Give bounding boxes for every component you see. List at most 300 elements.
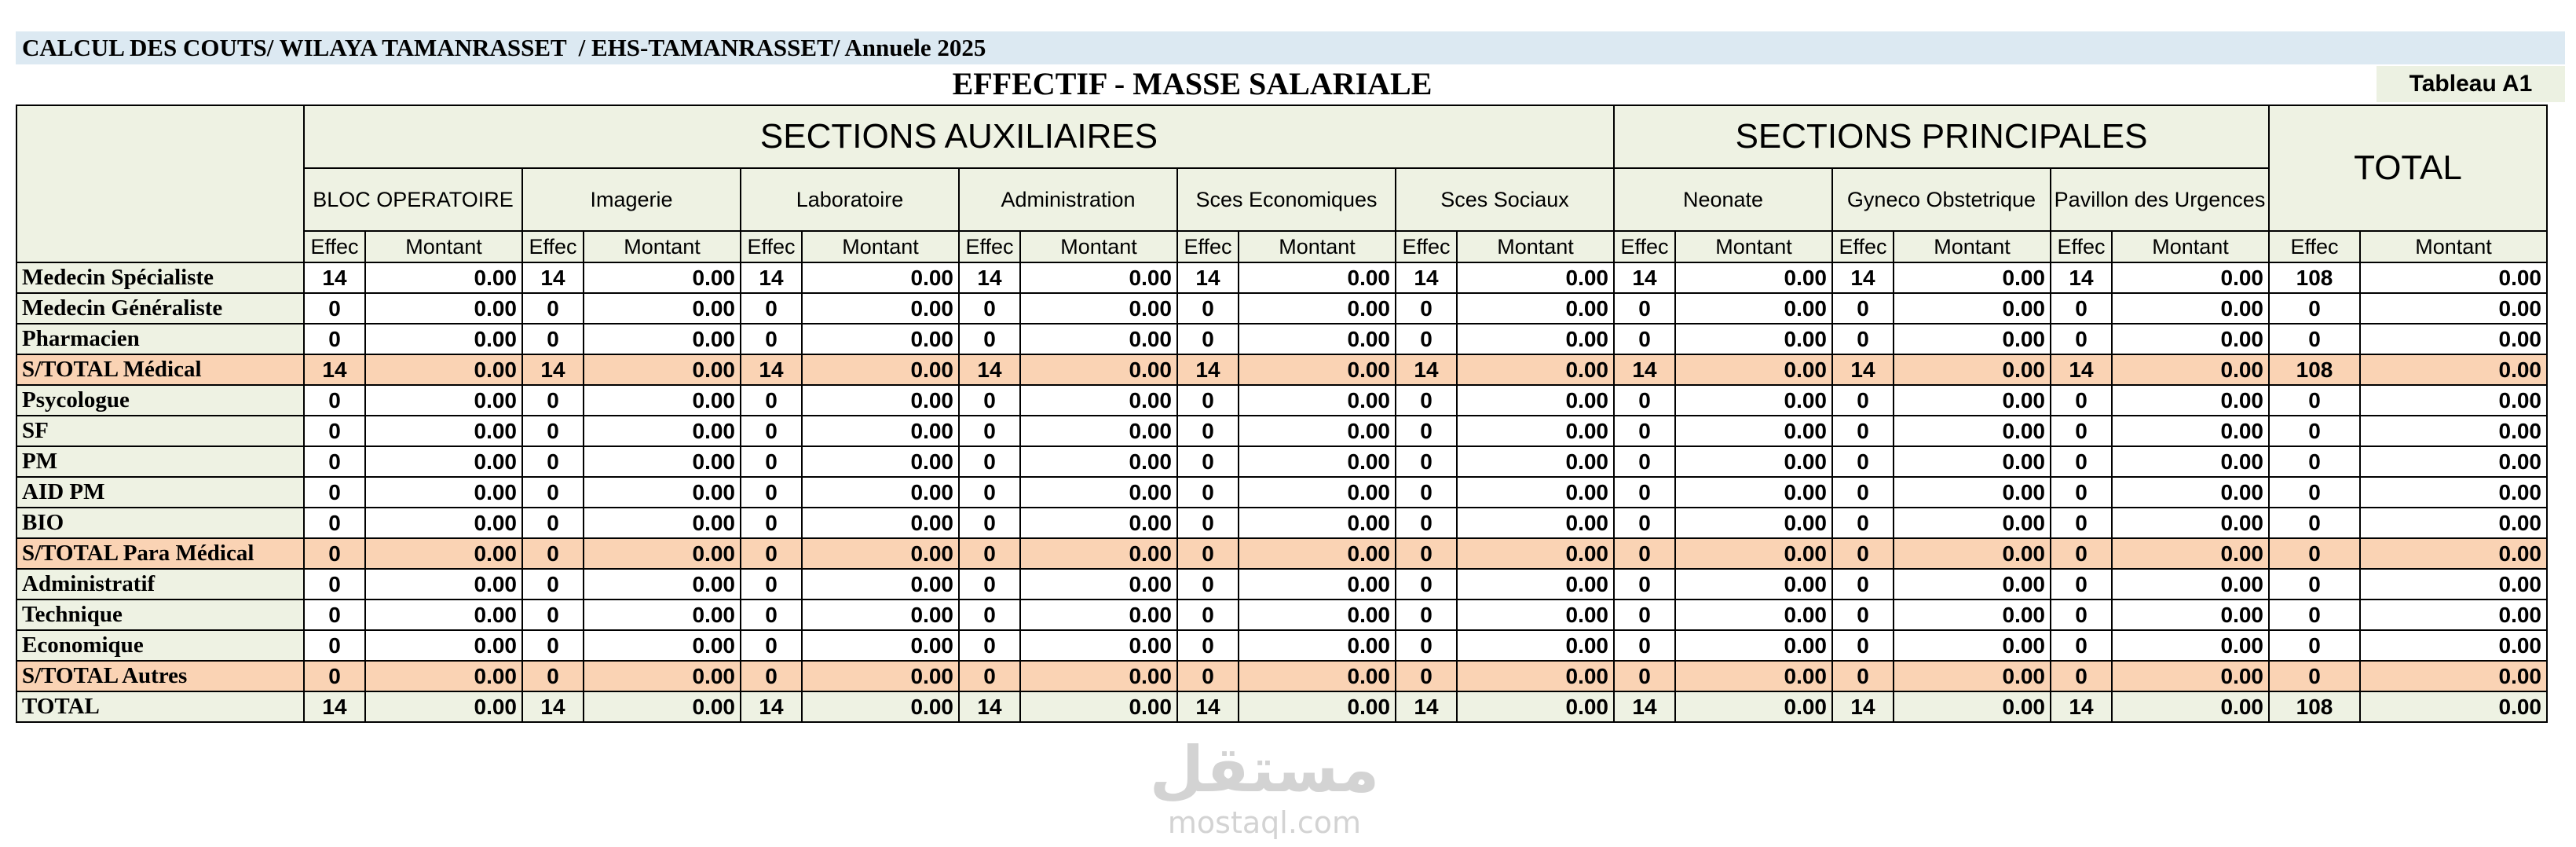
montant-header: Montant	[1020, 231, 1177, 262]
montant-cell: 0.00	[802, 630, 959, 661]
montant-cell: 0.00	[1894, 477, 2051, 508]
effec-cell: 0	[2051, 661, 2112, 691]
effec-cell: 14	[741, 691, 802, 722]
effec-cell: 0	[304, 661, 365, 691]
row-label: S/TOTAL Médical	[16, 354, 304, 385]
montant-cell: 0.00	[802, 569, 959, 600]
effec-cell: 14	[959, 691, 1020, 722]
montant-cell: 0.00	[1457, 293, 1614, 324]
montant-cell: 0.00	[584, 324, 741, 354]
montant-cell: 0.00	[1020, 538, 1177, 569]
effec-cell: 0	[1832, 661, 1894, 691]
effec-cell: 14	[1177, 354, 1239, 385]
montant-cell: 0.00	[365, 293, 522, 324]
subtotal-row	[16, 354, 2547, 385]
effec-cell: 0	[741, 569, 802, 600]
section-header: Sces Economiques	[1177, 168, 1396, 231]
montant-cell: 0.00	[584, 508, 741, 538]
effec-cell: 0	[959, 538, 1020, 569]
montant-cell: 0.00	[802, 446, 959, 477]
row-label: Administratif	[16, 569, 304, 600]
montant-cell: 0.00	[365, 600, 522, 630]
effec-cell: 0	[2051, 446, 2112, 477]
montant-cell: 0.00	[1675, 293, 1832, 324]
effec-cell: 0	[2051, 324, 2112, 354]
effec-cell: 0	[2051, 416, 2112, 446]
section-header: Gyneco Obstetrique	[1832, 168, 2051, 231]
effec-cell: 0	[1614, 293, 1675, 324]
montant-cell: 0.00	[1020, 262, 1177, 293]
montant-cell: 0.00	[802, 600, 959, 630]
montant-cell: 0.00	[1675, 354, 1832, 385]
total-effec-cell: 0	[2269, 293, 2360, 324]
group-principales-header: SECTIONS PRINCIPALES	[1614, 105, 2269, 168]
effec-cell: 14	[304, 262, 365, 293]
table-row	[16, 508, 2547, 538]
montant-cell: 0.00	[1457, 508, 1614, 538]
effec-cell: 0	[741, 630, 802, 661]
montant-cell: 0.00	[365, 508, 522, 538]
effec-cell: 14	[304, 691, 365, 722]
effec-cell: 0	[741, 538, 802, 569]
montant-cell: 0.00	[1675, 324, 1832, 354]
montant-cell: 0.00	[802, 293, 959, 324]
row-label: Medecin Généraliste	[16, 293, 304, 324]
montant-header: Montant	[2112, 231, 2269, 262]
montant-cell: 0.00	[1457, 661, 1614, 691]
montant-cell: 0.00	[802, 508, 959, 538]
effec-cell: 0	[959, 477, 1020, 508]
effec-cell: 0	[959, 385, 1020, 416]
effec-cell: 0	[304, 416, 365, 446]
montant-cell: 0.00	[365, 477, 522, 508]
effec-cell: 0	[1396, 600, 1457, 630]
effec-cell: 0	[1614, 569, 1675, 600]
montant-cell: 0.00	[802, 538, 959, 569]
montant-cell: 0.00	[2112, 600, 2269, 630]
montant-cell: 0.00	[1020, 691, 1177, 722]
watermark-url: mostaql.com	[1167, 805, 1362, 840]
watermark-logo	[1115, 735, 1414, 840]
effec-cell: 0	[522, 538, 584, 569]
effec-header: Effec	[1832, 231, 1894, 262]
total-montant-cell: 0.00	[2360, 691, 2547, 722]
effec-cell: 0	[741, 477, 802, 508]
montant-cell: 0.00	[1239, 569, 1396, 600]
montant-cell: 0.00	[365, 416, 522, 446]
table-row	[16, 569, 2547, 600]
effec-cell: 0	[1832, 569, 1894, 600]
effec-cell: 14	[1614, 691, 1675, 722]
montant-cell: 0.00	[1675, 385, 1832, 416]
effec-cell: 14	[1177, 691, 1239, 722]
montant-cell: 0.00	[1239, 416, 1396, 446]
effec-cell: 0	[304, 630, 365, 661]
effec-cell: 0	[304, 538, 365, 569]
effec-cell: 0	[522, 508, 584, 538]
row-label: Technique	[16, 600, 304, 630]
montant-cell: 0.00	[1457, 324, 1614, 354]
section-header: Sces Sociaux	[1396, 168, 1614, 231]
montant-cell: 0.00	[802, 262, 959, 293]
effec-cell: 0	[959, 508, 1020, 538]
total-montant-cell: 0.00	[2360, 293, 2547, 324]
montant-header: Montant	[2360, 231, 2547, 262]
effec-cell: 0	[741, 385, 802, 416]
effec-cell: 14	[1614, 262, 1675, 293]
montant-cell: 0.00	[1020, 416, 1177, 446]
effec-cell: 14	[1614, 354, 1675, 385]
effec-cell: 0	[1614, 600, 1675, 630]
effec-cell: 0	[304, 385, 365, 416]
total-montant-cell: 0.00	[2360, 446, 2547, 477]
effec-cell: 0	[1177, 385, 1239, 416]
montant-cell: 0.00	[1894, 600, 2051, 630]
montant-cell: 0.00	[1457, 446, 1614, 477]
montant-cell: 0.00	[1457, 538, 1614, 569]
montant-cell: 0.00	[2112, 293, 2269, 324]
total-row	[16, 691, 2547, 722]
montant-cell: 0.00	[2112, 691, 2269, 722]
montant-cell: 0.00	[1239, 691, 1396, 722]
montant-cell: 0.00	[365, 691, 522, 722]
effec-cell: 0	[1396, 569, 1457, 600]
effec-cell: 0	[1614, 446, 1675, 477]
effec-cell: 14	[959, 354, 1020, 385]
montant-cell: 0.00	[365, 661, 522, 691]
effec-header: Effec	[1177, 231, 1239, 262]
montant-cell: 0.00	[1020, 630, 1177, 661]
effec-cell: 14	[304, 354, 365, 385]
montant-cell: 0.00	[584, 691, 741, 722]
effec-cell: 0	[2051, 385, 2112, 416]
montant-cell: 0.00	[584, 600, 741, 630]
effec-cell: 0	[1177, 477, 1239, 508]
table-row	[16, 446, 2547, 477]
montant-cell: 0.00	[1457, 416, 1614, 446]
montant-cell: 0.00	[1675, 661, 1832, 691]
montant-cell: 0.00	[802, 385, 959, 416]
effec-cell: 0	[522, 416, 584, 446]
montant-cell: 0.00	[584, 538, 741, 569]
total-effec-cell: 0	[2269, 600, 2360, 630]
effec-cell: 14	[1832, 691, 1894, 722]
montant-cell: 0.00	[1239, 324, 1396, 354]
effec-header: Effec	[1396, 231, 1457, 262]
montant-header: Montant	[1457, 231, 1614, 262]
effec-header: Effec	[959, 231, 1020, 262]
montant-cell: 0.00	[584, 446, 741, 477]
row-label: SF	[16, 416, 304, 446]
montant-cell: 0.00	[1239, 630, 1396, 661]
total-montant-cell: 0.00	[2360, 538, 2547, 569]
montant-cell: 0.00	[1457, 385, 1614, 416]
effec-cell: 0	[741, 661, 802, 691]
total-effec-cell: 0	[2269, 477, 2360, 508]
montant-cell: 0.00	[802, 354, 959, 385]
effec-cell: 0	[1396, 446, 1457, 477]
montant-cell: 0.00	[1894, 416, 2051, 446]
montant-cell: 0.00	[802, 661, 959, 691]
row-label: AID PM	[16, 477, 304, 508]
effec-cell: 14	[2051, 691, 2112, 722]
effec-header: Effec	[1614, 231, 1675, 262]
effec-cell: 0	[1396, 293, 1457, 324]
montant-cell: 0.00	[1239, 354, 1396, 385]
montant-cell: 0.00	[1239, 446, 1396, 477]
effec-cell: 0	[1177, 569, 1239, 600]
effec-cell: 0	[1396, 416, 1457, 446]
effec-cell: 14	[1396, 354, 1457, 385]
effec-cell: 0	[1177, 324, 1239, 354]
montant-cell: 0.00	[1675, 446, 1832, 477]
montant-cell: 0.00	[1239, 385, 1396, 416]
effec-cell: 0	[959, 661, 1020, 691]
effec-cell: 0	[741, 293, 802, 324]
effec-cell: 0	[1396, 477, 1457, 508]
montant-cell: 0.00	[1894, 691, 2051, 722]
total-effec-cell: 0	[2269, 416, 2360, 446]
montant-cell: 0.00	[1020, 354, 1177, 385]
montant-cell: 0.00	[1020, 600, 1177, 630]
table-row	[16, 416, 2547, 446]
montant-cell: 0.00	[1020, 508, 1177, 538]
table-row	[16, 477, 2547, 508]
montant-cell: 0.00	[802, 691, 959, 722]
effec-cell: 0	[959, 324, 1020, 354]
montant-cell: 0.00	[365, 324, 522, 354]
montant-cell: 0.00	[802, 324, 959, 354]
montant-cell: 0.00	[1894, 354, 2051, 385]
montant-header: Montant	[584, 231, 741, 262]
effec-cell: 0	[2051, 508, 2112, 538]
montant-cell: 0.00	[365, 538, 522, 569]
document-title: CALCUL DES COUTS/ WILAYA TAMANRASSET / EHS-TAMANRASSET/ Annuele 2025	[16, 31, 2565, 64]
effec-cell: 0	[1396, 508, 1457, 538]
montant-cell: 0.00	[1675, 569, 1832, 600]
effec-cell: 0	[1177, 416, 1239, 446]
effec-cell: 0	[741, 600, 802, 630]
effec-cell: 0	[522, 477, 584, 508]
total-montant-cell: 0.00	[2360, 661, 2547, 691]
montant-cell: 0.00	[1894, 569, 2051, 600]
effec-cell: 0	[741, 446, 802, 477]
montant-cell: 0.00	[365, 446, 522, 477]
total-header: TOTAL	[2269, 105, 2547, 231]
section-header: Laboratoire	[741, 168, 959, 231]
row-label: BIO	[16, 508, 304, 538]
effec-cell: 14	[1396, 262, 1457, 293]
effec-cell: 0	[741, 508, 802, 538]
montant-cell: 0.00	[1457, 600, 1614, 630]
effec-cell: 0	[741, 324, 802, 354]
montant-cell: 0.00	[1894, 385, 2051, 416]
total-effec-cell: 0	[2269, 324, 2360, 354]
effec-cell: 0	[959, 600, 1020, 630]
table-row	[16, 630, 2547, 661]
total-montant-cell: 0.00	[2360, 569, 2547, 600]
montant-cell: 0.00	[584, 416, 741, 446]
montant-cell: 0.00	[1675, 630, 1832, 661]
effec-cell: 14	[1832, 354, 1894, 385]
montant-cell: 0.00	[2112, 630, 2269, 661]
montant-cell: 0.00	[1894, 661, 2051, 691]
montant-header: Montant	[1894, 231, 2051, 262]
montant-cell: 0.00	[1239, 661, 1396, 691]
montant-cell: 0.00	[1675, 538, 1832, 569]
montant-cell: 0.00	[1894, 538, 2051, 569]
montant-cell: 0.00	[1020, 324, 1177, 354]
montant-cell: 0.00	[584, 569, 741, 600]
effec-cell: 0	[1396, 630, 1457, 661]
montant-cell: 0.00	[1020, 569, 1177, 600]
watermark-arabic: مستقل	[1149, 733, 1380, 806]
row-label: S/TOTAL Autres	[16, 661, 304, 691]
montant-cell: 0.00	[1239, 262, 1396, 293]
total-montant-cell: 0.00	[2360, 600, 2547, 630]
montant-cell: 0.00	[365, 385, 522, 416]
effec-cell: 0	[2051, 569, 2112, 600]
effec-cell: 0	[2051, 477, 2112, 508]
effec-cell: 0	[2051, 538, 2112, 569]
effec-cell: 14	[1396, 691, 1457, 722]
montant-cell: 0.00	[2112, 262, 2269, 293]
corner-cell	[16, 105, 304, 262]
montant-cell: 0.00	[2112, 354, 2269, 385]
montant-cell: 0.00	[584, 661, 741, 691]
total-montant-cell: 0.00	[2360, 262, 2547, 293]
total-effec-cell: 0	[2269, 538, 2360, 569]
effec-cell: 0	[1614, 385, 1675, 416]
montant-cell: 0.00	[584, 385, 741, 416]
effec-cell: 0	[1396, 661, 1457, 691]
effec-cell: 0	[959, 446, 1020, 477]
montant-header: Montant	[802, 231, 959, 262]
montant-cell: 0.00	[584, 630, 741, 661]
effec-cell: 14	[959, 262, 1020, 293]
effec-cell: 0	[1832, 324, 1894, 354]
montant-cell: 0.00	[2112, 538, 2269, 569]
effec-cell: 0	[959, 416, 1020, 446]
montant-cell: 0.00	[2112, 324, 2269, 354]
effec-cell: 0	[1832, 600, 1894, 630]
total-montant-cell: 0.00	[2360, 477, 2547, 508]
table-row	[16, 293, 2547, 324]
montant-cell: 0.00	[1457, 477, 1614, 508]
effec-cell: 0	[1832, 416, 1894, 446]
effec-cell: 0	[522, 630, 584, 661]
montant-cell: 0.00	[1675, 416, 1832, 446]
table-subtitle: EFFECTIF - MASSE SALARIALE	[952, 66, 1433, 101]
effec-cell: 0	[522, 569, 584, 600]
table-row	[16, 262, 2547, 293]
cost-table	[16, 104, 2548, 723]
montant-cell: 0.00	[1239, 600, 1396, 630]
effec-cell: 0	[2051, 293, 2112, 324]
effec-cell: 14	[522, 354, 584, 385]
total-montant-cell: 0.00	[2360, 630, 2547, 661]
section-header: Imagerie	[522, 168, 741, 231]
effec-cell: 0	[959, 569, 1020, 600]
effec-cell: 0	[1614, 661, 1675, 691]
effec-cell: 0	[1177, 538, 1239, 569]
effec-cell: 14	[741, 262, 802, 293]
effec-cell: 14	[2051, 354, 2112, 385]
section-header: Pavillon des Urgences	[2051, 168, 2269, 231]
montant-cell: 0.00	[2112, 385, 2269, 416]
effec-cell: 0	[1614, 538, 1675, 569]
effec-cell: 0	[522, 446, 584, 477]
effec-cell: 14	[522, 691, 584, 722]
effec-cell: 0	[1832, 385, 1894, 416]
subtotal-row	[16, 661, 2547, 691]
row-label: Medecin Spécialiste	[16, 262, 304, 293]
montant-cell: 0.00	[1675, 691, 1832, 722]
montant-cell: 0.00	[1675, 262, 1832, 293]
effec-cell: 0	[1177, 600, 1239, 630]
effec-cell: 0	[1614, 324, 1675, 354]
total-effec-cell: 108	[2269, 354, 2360, 385]
effec-header: Effec	[741, 231, 802, 262]
total-effec-cell: 0	[2269, 385, 2360, 416]
effec-cell: 0	[1832, 293, 1894, 324]
montant-cell: 0.00	[2112, 508, 2269, 538]
montant-cell: 0.00	[1020, 477, 1177, 508]
montant-cell: 0.00	[1020, 446, 1177, 477]
effec-cell: 0	[304, 477, 365, 508]
effec-cell: 0	[304, 508, 365, 538]
effec-cell: 0	[1832, 508, 1894, 538]
effec-header: Effec	[304, 231, 365, 262]
montant-cell: 0.00	[365, 262, 522, 293]
effec-cell: 0	[522, 600, 584, 630]
montant-cell: 0.00	[1020, 385, 1177, 416]
effec-cell: 0	[1177, 293, 1239, 324]
effec-cell: 0	[1832, 538, 1894, 569]
effec-cell: 0	[1832, 630, 1894, 661]
montant-cell: 0.00	[2112, 569, 2269, 600]
montant-cell: 0.00	[1457, 691, 1614, 722]
total-effec-cell: 0	[2269, 446, 2360, 477]
effec-cell: 0	[1614, 630, 1675, 661]
subtotal-row	[16, 538, 2547, 569]
section-header: BLOC OPERATOIRE	[304, 168, 522, 231]
montant-cell: 0.00	[1020, 293, 1177, 324]
total-montant-cell: 0.00	[2360, 324, 2547, 354]
montant-cell: 0.00	[1457, 569, 1614, 600]
row-label: S/TOTAL Para Médical	[16, 538, 304, 569]
montant-header: Montant	[1675, 231, 1832, 262]
section-header: Neonate	[1614, 168, 1832, 231]
effec-cell: 0	[1614, 477, 1675, 508]
montant-cell: 0.00	[1894, 293, 2051, 324]
tableau-label: Tableau A1	[2377, 66, 2565, 102]
table-row	[16, 385, 2547, 416]
table-row	[16, 600, 2547, 630]
montant-cell: 0.00	[584, 293, 741, 324]
effec-cell: 0	[741, 416, 802, 446]
montant-cell: 0.00	[802, 416, 959, 446]
effec-header: Effec	[522, 231, 584, 262]
total-montant-cell: 0.00	[2360, 385, 2547, 416]
montant-cell: 0.00	[2112, 416, 2269, 446]
effec-cell: 0	[1832, 477, 1894, 508]
effec-cell: 0	[1832, 446, 1894, 477]
montant-cell: 0.00	[1457, 630, 1614, 661]
effec-cell: 0	[304, 446, 365, 477]
effec-cell: 0	[1614, 508, 1675, 538]
effec-cell: 0	[2051, 630, 2112, 661]
